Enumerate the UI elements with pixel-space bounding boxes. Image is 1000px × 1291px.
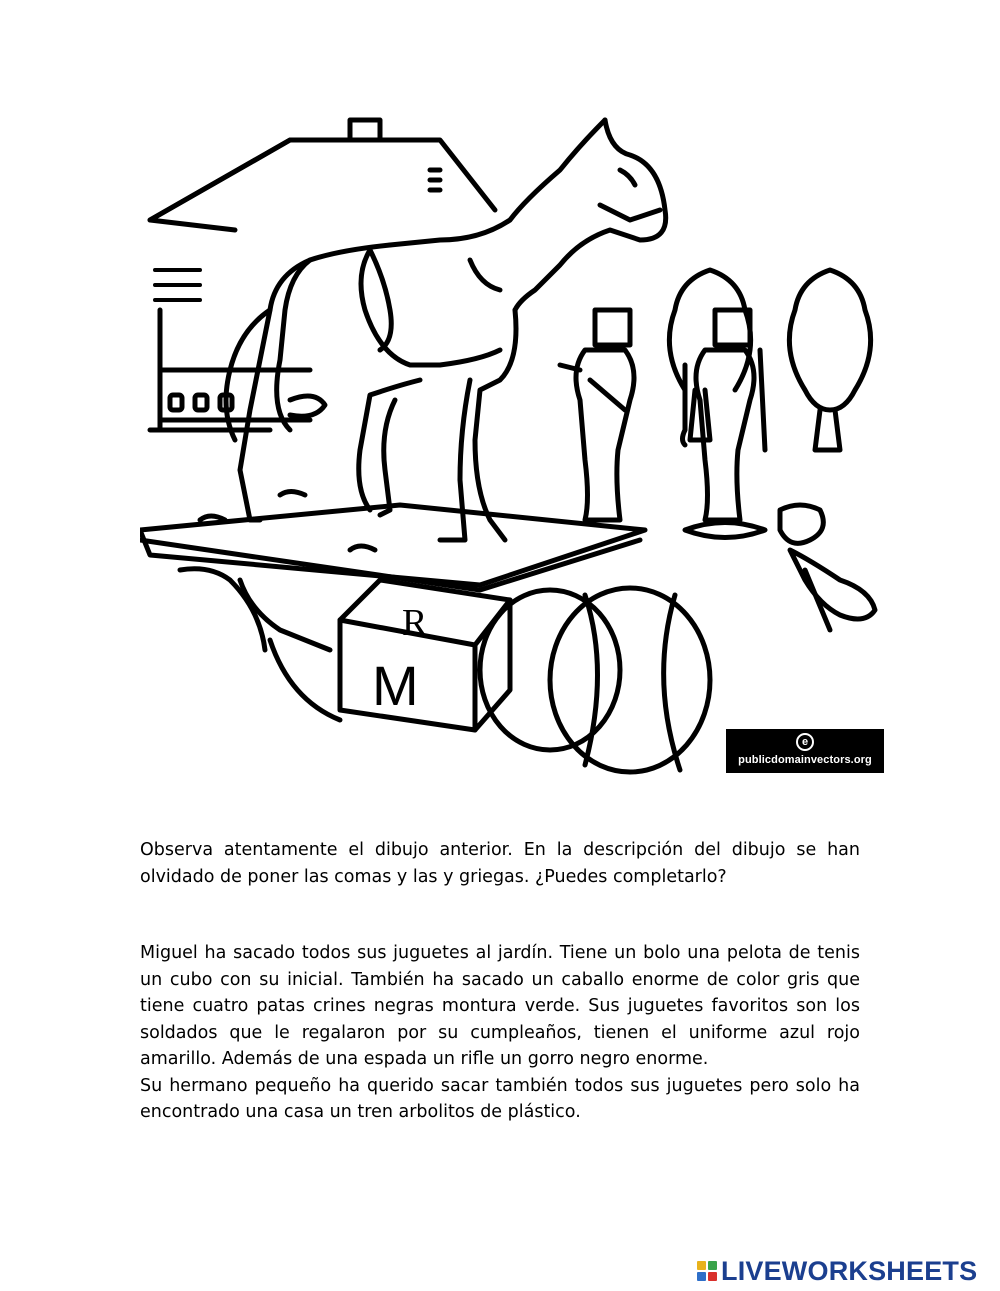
block-drawing bbox=[340, 580, 510, 730]
story-text bbox=[140, 940, 860, 1126]
liveworksheets-blocks-icon bbox=[697, 1261, 717, 1281]
platform-drawing bbox=[140, 492, 645, 651]
horse-drawing bbox=[226, 120, 666, 540]
publicdomainvectors-watermark bbox=[726, 729, 884, 773]
block-letter-r: R bbox=[402, 602, 428, 644]
liveworksheets-logo bbox=[697, 1254, 977, 1288]
soldiers-drawing bbox=[560, 310, 765, 538]
house-drawing bbox=[150, 120, 495, 430]
toys-illustration bbox=[140, 110, 900, 780]
block-letter-m: M bbox=[372, 654, 419, 717]
public-domain-icon: e bbox=[796, 733, 814, 751]
liveworksheets-logo-text: LIVEWORKSHEETS bbox=[721, 1255, 978, 1286]
bowling-pin-drawing bbox=[780, 505, 875, 630]
train-drawing bbox=[160, 370, 325, 420]
watermark-text: publicdomainvectors.org bbox=[738, 754, 872, 766]
instructions-text: Observa atentamente el dibujo anterior. En la descripción del dibujo se han olvidado de poner las comas y las y griegas. ¿Puedes completarlo? bbox=[140, 840, 860, 887]
story-paragraph-2: Su hermano pequeño ha querido sacar también todos sus juguetes pero solo ha encontrado una casa un tren arbolitos de plástico. bbox=[140, 1075, 860, 1122]
story-paragraph-1: Miguel ha sacado todos sus juguetes al jardín. Tiene un bolo una pelota de tenis un cubo con su inicial. También ha sacado un caballo enorme de color gris que tiene cuatro patas crines negras montura verde. Sus juguetes favoritos son los soldados que le regalaron por su cumpleaños, tienen el uniforme azul rojo amarillo. Además de una espada un rifle un gorro negro enorme. bbox=[140, 943, 860, 1069]
